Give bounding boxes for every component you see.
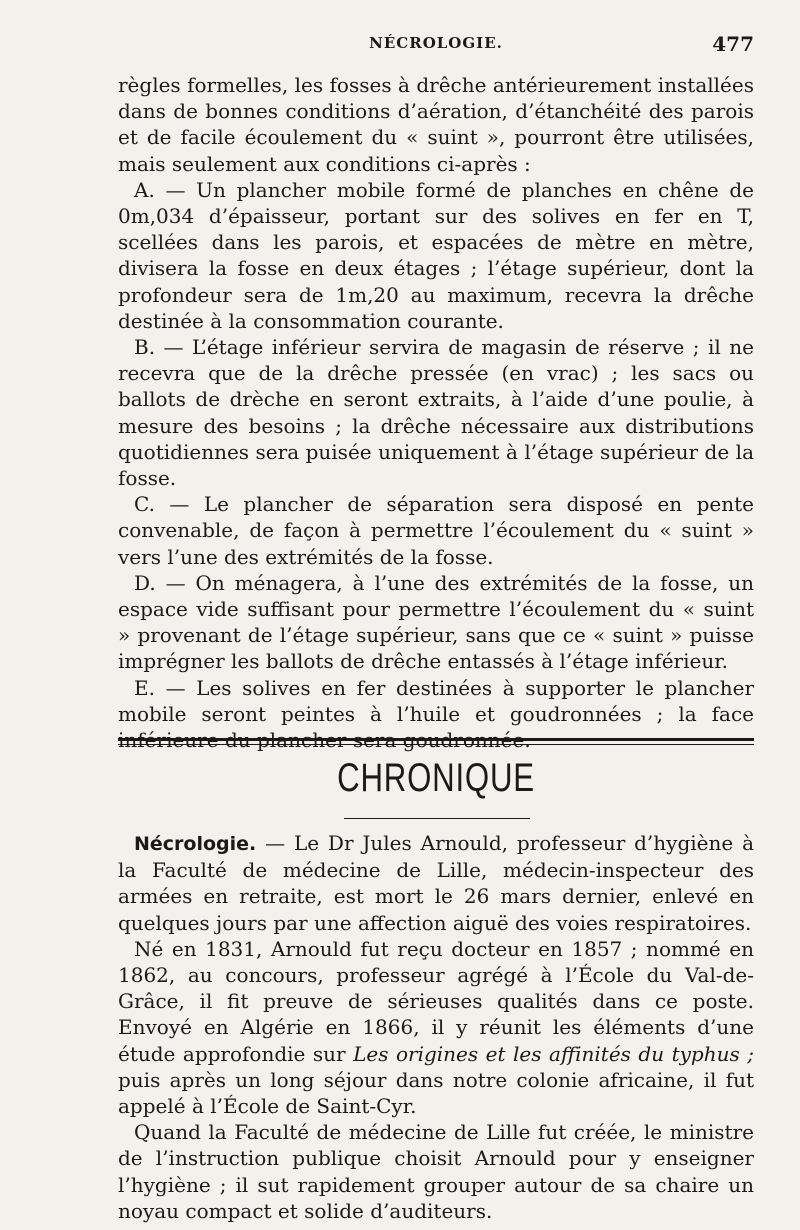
page-number: 477	[712, 32, 754, 56]
section-title: CHRONIQUE	[337, 756, 535, 800]
page-header	[118, 34, 754, 58]
divider-thin-rule	[118, 744, 754, 745]
runin-heading: Nécrologie.	[134, 833, 257, 855]
running-title: NÉCROLOGIE.	[369, 34, 503, 52]
divider-thick-rule	[118, 738, 754, 741]
paragraph-d: D. — On ménagera, à l’une des extrémités de la fosse, un espace vide suffisant pour permettre l’écoulement du « suint » provenant de l’étage supérieur, sans que ce « suint » puisse imprégner les ballots de drêche entassés à l’étage inférieur.	[118, 570, 754, 674]
paragraph-a: A. — Un plancher mobile formé de planches en chêne de 0m,034 d’épaisseur, portant sur des solives en fer en T, scellées dans les parois, et espacées de mètre en mètre, divisera la fosse en deux étages ; l’étage supérieur, dont la profondeur sera de 1m,20 au maximum, recevra la drêche destinée à la consommation courante.	[118, 177, 754, 333]
chronique-paragraph-3: Quand la Faculté de médecine de Lille fut créée, le ministre de l’instruction publique choisit Arnould pour y enseigner l’hygiène ; il sut rapidement grouper autour de sa chaire un noyau compact et solide d’auditeurs.	[118, 1120, 754, 1223]
chronique-p2-text-b: puis après un long séjour dans notre colonie africaine, il fut appelé à l’École de Saint-Cyr.	[118, 1067, 754, 1119]
chronique-paragraph-2	[118, 936, 754, 1119]
paragraph-b: B. — L’étage inférieur servira de magasin de réserve ; il ne recevra que de la drêche pressée (en vrac) ; les sacs ou ballots de drèche en seront extraits, à l’aide d’une poulie, à mesure des besoins ; la drêche nécessaire aux distributions quotidiennes sera puisée uniquement à l’étage supérieur de la fosse.	[118, 335, 754, 491]
chronique-p1-text: — Le Dr Jules Arnould, professeur d’hygiène à la Faculté de médecine de Lille, médecin-inspecteur des armées en retraite, est mort le 26 mars dernier, enlevé en quelques jours par une affection aiguë des voies respiratoires.	[118, 831, 754, 935]
paragraph-c: C. — Le plancher de séparation sera disposé en pente convenable, de façon à permettre l’écoulement du « suint » vers l’une des extrémités de la fosse.	[118, 492, 754, 569]
title-underline	[344, 818, 530, 819]
paragraph-intro: règles formelles, les fosses à drêche antérieurement installées dans de bonnes conditions d’aération, d’étanchéité des parois et de facile écoulement du « suint », pourront être utilisées, mais seulement aux conditions ci-après :	[118, 73, 754, 176]
section-divider	[118, 738, 754, 745]
regulation-text	[118, 72, 754, 753]
chronique-p2-text-a: Né en 1831, Arnould fut reçu docteur en 1857 ; nommé en 1862, au concours, professeur agrégé à l’École du Val-de-Grâce, il fit preuve de sérieuses qualités dans ce poste. Envoyé en Algérie en 1866, il y réunit les éléments d’une étude approfondie sur	[118, 936, 754, 1066]
book-title: Les origines et les affinités du typhus ;	[353, 1041, 754, 1066]
paragraph-e: E. — Les solives en fer destinées à supporter le plancher mobile seront peintes à l’huile et goudronnées ; la face	[118, 675, 754, 726]
chronique-text	[118, 830, 754, 1224]
chronique-paragraph-1	[118, 830, 754, 936]
